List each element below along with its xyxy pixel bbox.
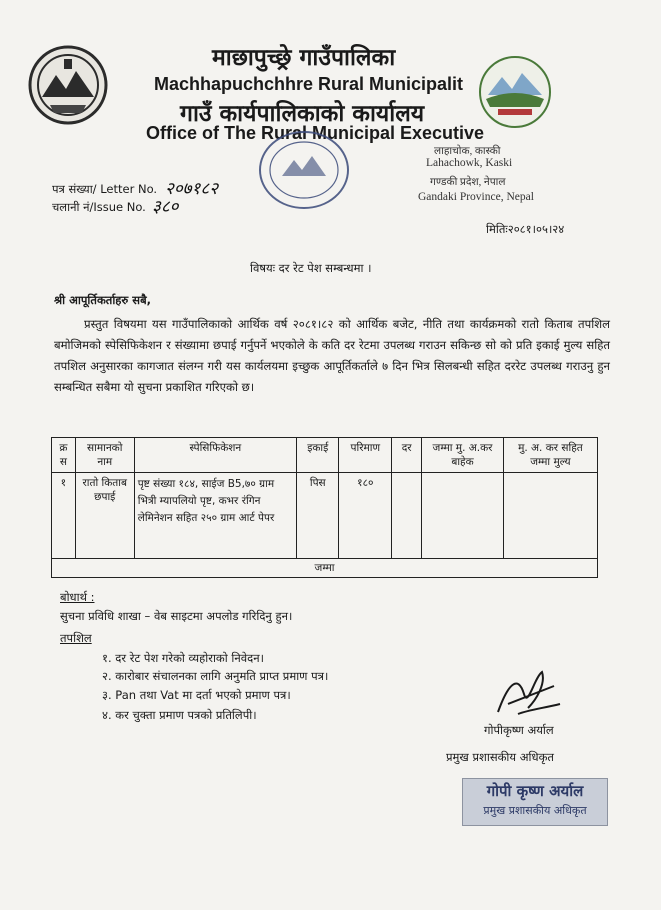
body-paragraph: प्रस्तुत विषयमा यस गाउँपालिकाको आर्थिक वर्ष २०८१।८२ को आर्थिक बजेट, नीति तथा कार्यक्रमको रातो किताब तपशिल बमोजिमको स्पेसिफिकेशन र संख्यामा छपाई गर्नुपर्ने भएकोले के कति दर रेटमा उपलब्ध गराउन सकिन्छ सो को प्रति इकाई मुल्य सहित तपशिल अनुसारका कागजात संलग्न गरी यस कार्यलयमा इच्छुक आपूर्तिकर्ताले ७ दिन भित्र सिलबन्धी सहित दररेट उपलब्ध गराउनु हुन सम्बन्धित सबैमा यो सुचना प्रकाशित गरिएको छ। (54, 317, 610, 394)
municipality-logo (478, 55, 552, 129)
municipality-title-en: Machhapuchchhre Rural Municipalit (154, 74, 464, 94)
cell-qty: १८० (339, 473, 392, 559)
header-sn: क्र स (52, 438, 76, 473)
office-title-np: गाउँ कार्यपालिकाको कार्यालय (180, 101, 425, 127)
list-item: २. कारोबार संचालनका लागि अनुमति प्राप्त प्रमाण पत्र। (102, 669, 329, 683)
name-stamp (462, 778, 608, 826)
list-item: ३. Pan तथा Vat मा दर्ता भएको प्रमाण पत्र। (102, 688, 291, 702)
table-row (52, 473, 598, 559)
cell-unit: पिस (297, 473, 339, 559)
tapsil-label: तपशिल (60, 631, 92, 645)
office-round-stamp (258, 130, 350, 210)
note-text: सुचना प्रविधि शाखा – वेब साइटमा अपलोड गरिदिनु हुन। (60, 609, 293, 623)
list-item: ४. कर चुक्ता प्रमाण पत्रको प्रतिलिपी। (102, 708, 257, 722)
cell-rate (392, 473, 422, 559)
municipality-title-np: माछापुच्छ्रे गाउँपालिका (212, 45, 396, 71)
address-line-2: Lahachowk, Kaski (426, 157, 513, 169)
nepal-emblem-logo (28, 45, 108, 125)
list-item: १. दर रेट पेश गरेको व्यहोराको निवेदन। (102, 651, 265, 665)
subject-line: विषयः दर रेट पेश सम्बन्धमा । (250, 261, 372, 275)
address-line-1: लाहाचोक, कास्की (434, 146, 501, 157)
header-rate: दर (392, 438, 422, 473)
issue-number-value: ३८० (152, 197, 179, 216)
cell-item: रातो किताब छपाई (75, 473, 134, 559)
note-label: बोधार्थ : (60, 590, 95, 604)
signatory-name: गोपीकृष्ण अर्याल (484, 723, 554, 737)
letter-number-label: पत्र संख्या/ Letter No. (52, 182, 158, 196)
signatory-title: प्रमुख प्रशासकीय अधिकृत (446, 750, 554, 764)
stamp-title: प्रमुख प्रशासकीय अधिकृत (483, 804, 587, 817)
letter-date: मितिः२०८१।०५।२४ (486, 222, 565, 236)
handwritten-signature (488, 664, 568, 724)
cell-sn: १ (52, 473, 76, 559)
address-line-4: Gandaki Province, Nepal (418, 191, 534, 203)
header-unit: इकाई (297, 438, 339, 473)
header-total-inc: मु. अ. कर सहित जम्मा मुल्य (503, 438, 597, 473)
cell-spec: पृष्ट संख्या १८४, साईज B5,७० ग्राम भित्री म्यापलियो पृष्ट, कभर रंगिन लेमिनेशन सहित २५० ग्राम आर्ट पेपर (134, 473, 296, 559)
letter-number-value: २०७१८२ (165, 179, 219, 198)
header-item: सामानको नाम (75, 438, 134, 473)
specification-table (51, 437, 598, 578)
address-line-3: गण्डकी प्रदेश, नेपाल (430, 177, 506, 188)
header-total-ex: जम्मा मु. अ.कर बाहेक (422, 438, 504, 473)
header-spec: स्पेसिफिकेशन (134, 438, 296, 473)
header-qty: परिमाण (339, 438, 392, 473)
stamp-name: गोपी कृष्ण अर्याल (486, 782, 584, 800)
office-title-en: Office of The Rural Municipal Executive (146, 123, 485, 143)
salutation: श्री आपूर्तिकर्ताहरु सबै, (54, 293, 152, 307)
table-total-row: जम्मा (52, 559, 598, 578)
cell-total-ex (422, 473, 504, 559)
issue-number-label: चलानी नं/Issue No. (52, 200, 146, 214)
cell-total-inc (503, 473, 597, 559)
